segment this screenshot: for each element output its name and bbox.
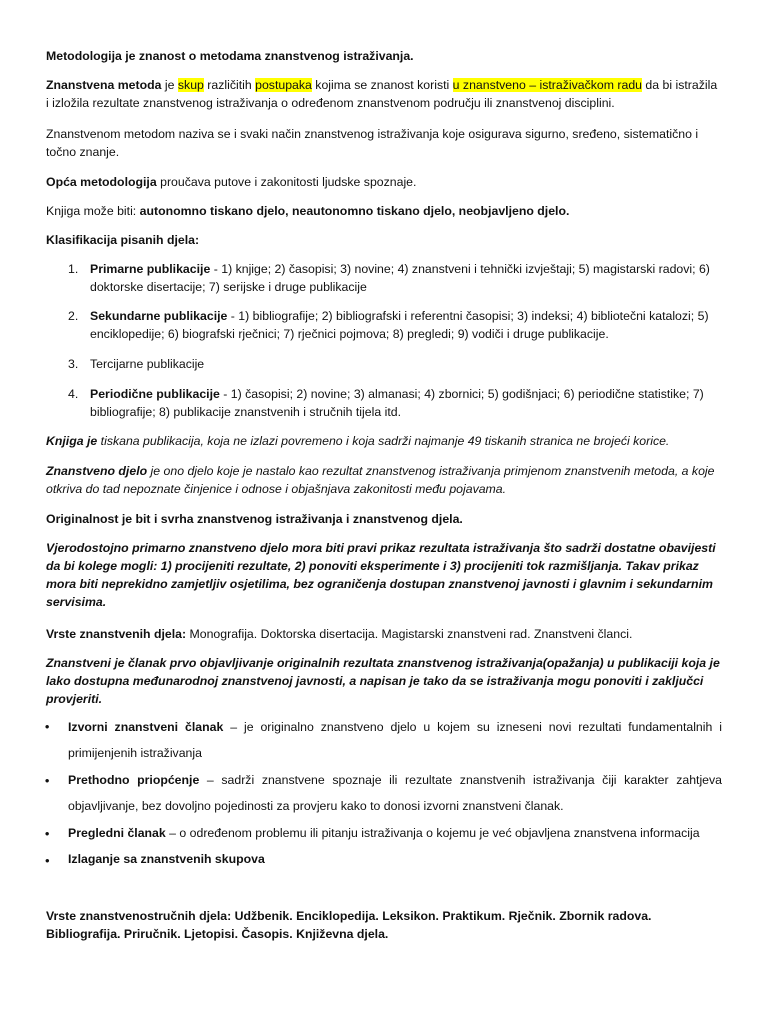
work-types-paragraph: Vrste znanstvenih djela: Monografija. Doktorska disertacija. Magistarski znanstveni rad. Znanstveni članci.	[46, 627, 633, 641]
article-definition-paragraph: Znanstveni je članak prvo objavljivanje originalnih rezultata znanstvenog istraživanja(opažanja) u publikaciji koja je lako dostupna međunarodnoj znanstvenoj javnosti, a napisan je tako da se istraživanja mogu ponoviti i zaključci provjeriti.	[46, 656, 720, 706]
method-term: Znanstvena metoda	[46, 78, 162, 92]
list-number: 2.	[68, 309, 79, 323]
credible-work-paragraph: Vjerodostojno primarno znanstveno djelo mora biti pravi prikaz rezultata istraživanja što sadrži dostatne obavijesti da bi kolege mogli: 1) procijeniti rezultate, 2) ponoviti eksperimente i 3) procijeniti tok razmišljanja. Takav prikaz mora biti neprekidno zamjetljiv osjetilima, bez ograničenja dostupan znanstvenoj javnosti i glavnim i sekundarnim servisima.	[46, 541, 716, 609]
highlight-skup: skup	[177, 78, 204, 92]
highlight-postupaka: postupaka	[255, 78, 312, 92]
list-number: 3.	[68, 357, 79, 371]
classification-title: Klasifikacija pisanih djela:	[46, 233, 200, 247]
list-item-tertiary: Tercijarne publikacije	[90, 357, 205, 371]
list-item-preliminary-communication: Prethodno priopćenje – sadrži znanstvene spoznaje ili rezultate znanstvenih istraživanja čiji karakter zahtjeva objavljivanje, bez dovoljno pojedinosti za provjeru kako to donosi izvorni znanstveni članak.	[68, 773, 723, 813]
bullet-icon: •	[45, 854, 50, 868]
highlight-research-work: u znanstveno – istraživačkom radu	[452, 78, 643, 92]
list-item-original-article: Izvorni znanstveni članak – je originalno znanstveno djelo u kojem su izneseni novi rezultati fundamentalnih i primijenjenih istraživanja	[68, 720, 722, 760]
bullet-icon: •	[45, 827, 50, 841]
bullet-icon: •	[45, 774, 50, 788]
list-item-conference-presentation: Izlaganje sa znanstvenih skupova	[68, 852, 265, 866]
method-definition-paragraph: Znanstvena metoda je skup različitih postupaka kojima se znanost koristi u znanstveno – istraživačkom radu da bi istražila i izložila rezultate znanstvenog istraživanja o određenom znanstvenom području ili znanstvenoj disciplini.	[46, 78, 718, 110]
list-number: 4.	[68, 387, 79, 401]
book-definition-paragraph: Knjiga je tiskana publikacija, koja ne izlazi povremeno i koja sadrži najmanje 49 tiskanih stranica ne brojeći korice.	[46, 434, 670, 448]
book-can-be-paragraph: Knjiga može biti: autonomno tiskano djelo, neautonomno tiskano djelo, neobjavljeno djelo.	[46, 204, 570, 218]
scientific-work-definition-paragraph: Znanstveno djelo je ono djelo koje je nastalo kao rezultat znanstvenog istraživanja primjenom znanstvenih metoda, a koje otkriva do tad nepoznate činjenice i odnose i objašnjava zakonitosti među pojavama.	[46, 464, 715, 496]
professional-works-paragraph: Vrste znanstvenostručnih djela: Udžbenik. Enciklopedija. Leksikon. Praktikum. Rječnik. Zbornik radova. Bibliografija. Priručnik. Ljetopisi. Časopis. Književna djela.	[46, 909, 652, 941]
list-item-primary: Primarne publikacije - 1) knjige; 2) časopisi; 3) novine; 4) znanstveni i tehnički izvještaji; 5) magistarski radovi; 6) doktorske disertacije; 7) serijske i druge publikacije	[90, 262, 710, 294]
general-methodology-paragraph: Opća metodologija proučava putove i zakonitosti ljudske spoznaje.	[46, 175, 417, 189]
originality-paragraph: Originalnost je bit i svrha znanstvenog istraživanja i znanstvenog djela.	[46, 512, 463, 526]
bullet-icon: •	[45, 720, 50, 734]
list-number: 1.	[68, 262, 79, 276]
method-name-paragraph: Znanstvenom metodom naziva se i svaki način znanstvenog istraživanja koje osigurava sigurno, sređeno, sistematično i točno znanje.	[46, 127, 699, 159]
intro-paragraph: Metodologija je znanost o metodama znanstvenog istraživanja.	[46, 49, 414, 63]
list-item-secondary: Sekundarne publikacije - 1) bibliografije; 2) bibliografski i referentni časopisi; 3) indeksi; 4) bibliotečni katalozi; 5) enciklopedije; 6) biografski rječnici; 7) rječnici pojmova; 8) pregledi; 9) vodiči i druge publikacije.	[90, 309, 709, 341]
list-item-review-article: Pregledni članak – o određenom problemu ili pitanju istraživanja o kojemu je već objavljena znanstvena informacija	[68, 826, 700, 840]
list-item-periodical: Periodične publikacije - 1) časopisi; 2) novine; 3) almanasi; 4) zbornici; 5) godišnjaci; 6) periodične statistike; 7) bibliografije; 8) publikacije znanstvenih i stručnih tijela itd.	[90, 387, 704, 419]
